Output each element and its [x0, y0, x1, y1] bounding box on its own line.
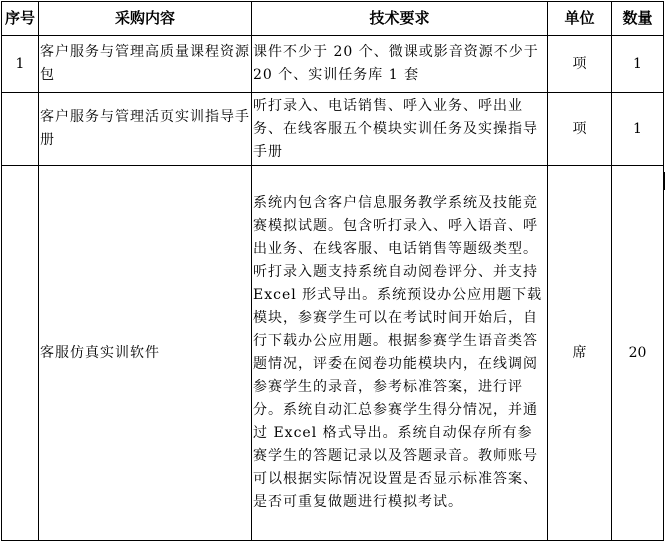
cell-unit: 项 [548, 93, 612, 166]
cell-seq [2, 166, 39, 541]
header-requirements: 技术要求 [252, 2, 548, 36]
cell-requirements: 课件不少于 20 个、微课或影音资源不少于 20 个、实训任务库 1 套 [252, 36, 548, 93]
header-content: 采购内容 [39, 2, 252, 36]
header-seq: 序号 [2, 2, 39, 36]
cell-seq: 1 [2, 36, 39, 93]
cell-quantity: 20 [612, 166, 664, 541]
table-row [2, 36, 664, 93]
table-row [2, 166, 664, 541]
table-row [2, 93, 664, 166]
cell-requirements: 系统内包含客户信息服务教学系统及技能竞赛模拟试题。包含听打录入、呼入语音、呼出业务、在线客服、电话销售等题级类型。听打录入题支持系统自动阅卷评分、并支持 Excel 形式导出。系统预设办公应用题下载模块，参赛学生可以在考试时间开始后，自行下载办公应用题。根据参赛学生语音类答题情况，评委在阅卷功能模块内，在线调阅参赛学生的录音，参考标准答案，进行评分。系统自动汇总参赛学生得分情况，并通过 Excel 格式导出。系统自动保存所有参赛学生的答题记录以及答题录音。教师账号可以根据实际情况设置是否显示标准答案、是否可重复做题进行模拟考试。 [252, 166, 548, 541]
cell-quantity: 1 [612, 36, 664, 93]
cell-unit: 席 [548, 166, 612, 541]
header-quantity: 数量 [612, 2, 664, 36]
header-row [2, 2, 664, 36]
cell-unit: 项 [548, 36, 612, 93]
procurement-table [1, 1, 664, 541]
header-unit: 单位 [548, 2, 612, 36]
cell-content: 客户服务与管理高质量课程资源包 [39, 36, 252, 93]
cell-content: 客服仿真实训软件 [39, 166, 252, 541]
cell-seq [2, 93, 39, 166]
cell-content: 客户服务与管理活页实训指导手册 [39, 93, 252, 166]
cell-quantity: 1 [612, 93, 664, 166]
border-mark [663, 172, 665, 190]
cell-requirements: 听打录入、电话销售、呼入业务、呼出业务、在线客服五个模块实训任务及实操指导手册 [252, 93, 548, 166]
